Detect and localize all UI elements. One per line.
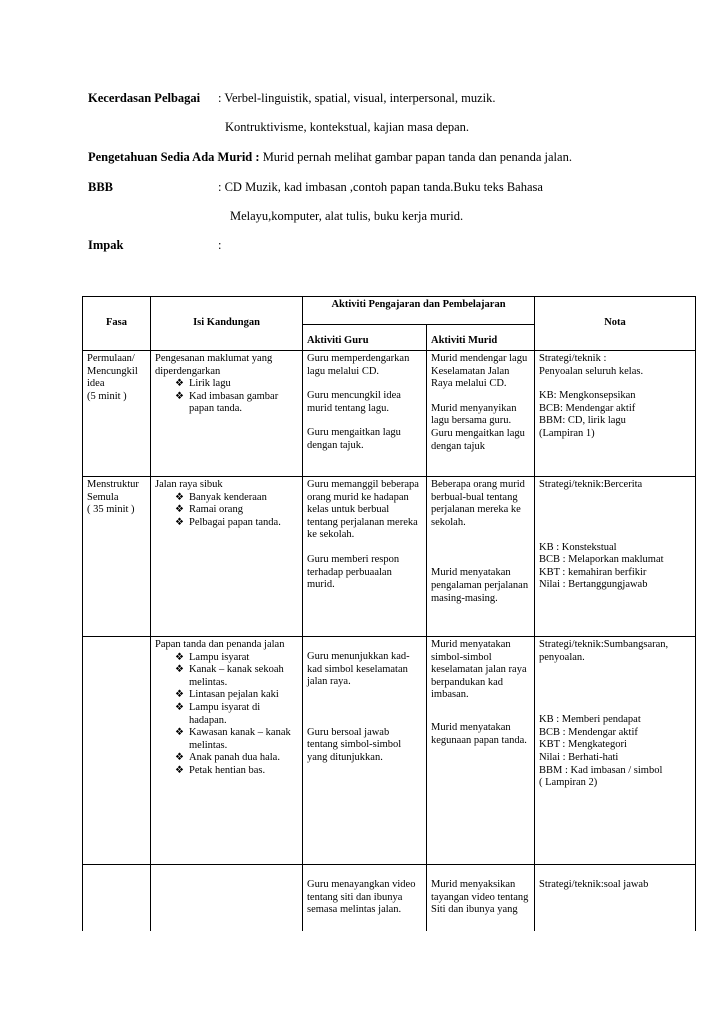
header-aktiviti-guru: Aktiviti Guru bbox=[303, 325, 427, 351]
row4-nota: Strategi/teknik:soal jawab bbox=[535, 865, 696, 931]
bbb-label: BBB bbox=[88, 180, 114, 194]
pengetahuan-label: Pengetahuan Sedia Ada Murid : bbox=[88, 150, 260, 164]
row4-murid: Murid menyaksikan tayangan video tentang Siti dan ibunya yang bbox=[427, 865, 535, 931]
kecerdasan-value: : Verbel-linguistik, spatial, visual, interpersonal, muzik. bbox=[218, 91, 496, 105]
row2-isi: Jalan raya sibuk ❖ Banyak kenderaan ❖ Ramai orang ❖ Pelbagai papan tanda. bbox=[151, 477, 303, 637]
list-item: ❖ Lampu isyarat bbox=[175, 652, 298, 665]
row1-nota: Strategi/teknik : Penyoalan seluruh kelas. KB: Mengkonsepsikan BCB: Mendengar aktif BBM: CD, lirik lagu (Lampiran 1) bbox=[535, 351, 696, 477]
list-item: ❖ Lampu isyarat di hadapan. bbox=[175, 702, 298, 727]
row2-guru: Guru memanggil beberapa orang murid ke hadapan kelas untuk berbual tentang perjalanan mereka ke sekolah. Guru memberi respon terhadap perbuaalan murid. bbox=[303, 477, 427, 637]
row3-fasa bbox=[83, 637, 151, 865]
row3-isi: Papan tanda dan penanda jalan ❖ Lampu isyarat ❖ Kanak – kanak sekoah melintas. ❖ Lintasan pejalan kaki ❖ Lampu isyarat di hadapan. ❖ Kawasan kanak – kanak melintas. ❖ Anak panah dua hala. ❖ Petak hentian bas. bbox=[151, 637, 303, 865]
row4-guru: Guru menayangkan video tentang siti dan ibunya semasa melintas jalan. bbox=[303, 865, 427, 931]
pengetahuan-line bbox=[88, 150, 572, 165]
list-item: ❖ Ramai orang bbox=[175, 504, 298, 517]
list-item: ❖ Kawasan kanak – kanak melintas. bbox=[175, 727, 298, 752]
row3-nota: Strategi/teknik:Sumbangsaran, penyoalan. KB : Memberi pendapat BCB : Mendengar aktif KBT : Mengkategori Nilai : Berhati-hati BBM : Kad imbasan / simbol ( Lampiran 2) bbox=[535, 637, 696, 865]
row4-fasa bbox=[83, 865, 151, 931]
bbb-value: : CD Muzik, kad imbasan ,contoh papan tanda.Buku teks Bahasa bbox=[218, 180, 543, 194]
row4-isi bbox=[151, 865, 303, 931]
list-item: ❖ Banyak kenderaan bbox=[175, 492, 298, 505]
lesson-plan-table bbox=[82, 296, 696, 931]
row3-murid: Murid menyatakan simbol-simbol keselamatan jalan raya berpandukan kad imbasan. Murid menyatakan kegunaan papan tanda. bbox=[427, 637, 535, 865]
list-item: ❖ Kanak – kanak sekoah melintas. bbox=[175, 664, 298, 689]
list-item: ❖ Lirik lagu bbox=[175, 378, 298, 391]
header-aktiviti-murid: Aktiviti Murid bbox=[427, 325, 535, 351]
row1-murid: Murid mendengar lagu Keselamatan Jalan Raya melalui CD. Murid menyanyikan lagu bersama guru. Guru mengaitkan lagu dengan tajuk bbox=[427, 351, 535, 477]
row1-isi-list bbox=[155, 378, 298, 416]
bbb-cont: Melayu,komputer, alat tulis, buku kerja murid. bbox=[230, 209, 464, 223]
row1-guru: Guru memperdengarkan lagu melalui CD. Guru mencungkil idea murid tentang lagu. Guru mengaitkan lagu dengan tajuk. bbox=[303, 351, 427, 477]
impak-value: : bbox=[218, 238, 222, 252]
header-fasa: Fasa bbox=[83, 297, 151, 351]
row1-fasa: Permulaan/ Mencungkil idea (5 minit ) bbox=[83, 351, 151, 477]
row2-isi-list bbox=[155, 492, 298, 530]
row2-murid: Beberapa orang murid berbual-bual tentang perjalanan mereka ke sekolah. Murid menyatakan pengalaman perjalanan masing-masing. bbox=[427, 477, 535, 637]
pengetahuan-value: Murid pernah melihat gambar papan tanda dan penanda jalan. bbox=[259, 150, 572, 164]
list-item: ❖ Petak hentian bas. bbox=[175, 765, 298, 778]
kecerdasan-cont: Kontruktivisme, kontekstual, kajian masa depan. bbox=[225, 120, 470, 134]
row2-nota: Strategi/teknik:Bercerita KB : Konstekstual BCB : Melaporkan maklumat KBT : kemahiran berfikir Nilai : Bertanggungjawab bbox=[535, 477, 696, 637]
list-item: ❖ Anak panah dua hala. bbox=[175, 752, 298, 765]
row1-isi: Pengesanan maklumat yang diperdengarkan ❖ Lirik lagu ❖ Kad imbasan gambar papan tanda. bbox=[151, 351, 303, 477]
kecerdasan-label: Kecerdasan Pelbagai bbox=[88, 91, 201, 105]
row2-fasa: Menstruktur Semula ( 35 minit ) bbox=[83, 477, 151, 637]
row3-guru: Guru menunjukkan kad-kad simbol keselamatan jalan raya. Guru bersoal jawab tentang simbol-simbol yang ditunjukkan. bbox=[303, 637, 427, 865]
impak-label: Impak bbox=[88, 238, 124, 252]
header-aktiviti: Aktiviti Pengajaran dan Pembelajaran bbox=[303, 297, 535, 325]
header-isi-kandungan: Isi Kandungan bbox=[151, 297, 303, 351]
list-item: ❖ Lintasan pejalan kaki bbox=[175, 689, 298, 702]
list-item: ❖ Kad imbasan gambar papan tanda. bbox=[175, 391, 298, 416]
list-item: ❖ Pelbagai papan tanda. bbox=[175, 517, 298, 530]
row3-isi-list bbox=[155, 652, 298, 778]
header-nota: Nota bbox=[535, 297, 696, 351]
